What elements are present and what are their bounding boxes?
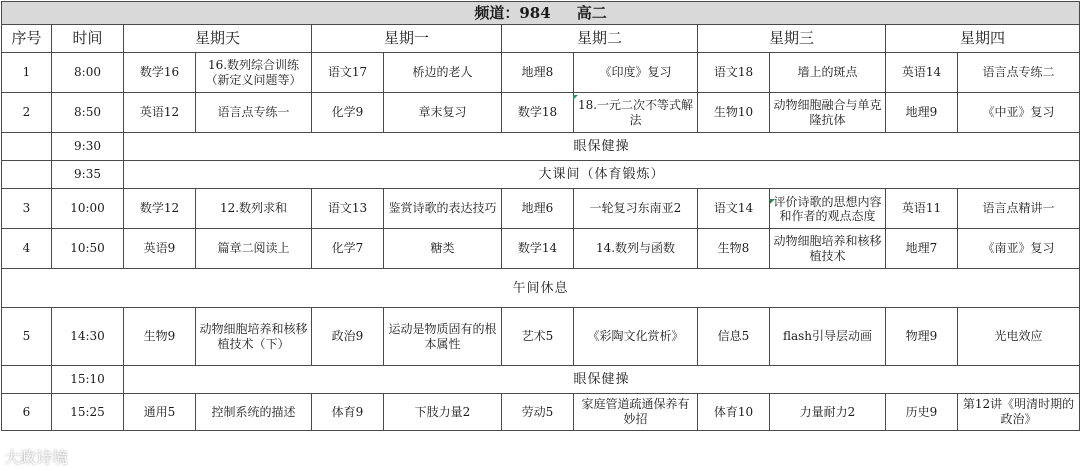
lesson-row	[2, 189, 1080, 229]
schedule-table	[1, 1, 1080, 431]
header-index: 序号	[2, 25, 52, 53]
header-tuesday: 星期二	[502, 25, 698, 53]
subject-cell: 历史9	[886, 394, 958, 431]
subject-cell: 化学7	[312, 229, 384, 269]
lesson-row	[2, 308, 1080, 366]
period-index: 1	[2, 53, 52, 93]
lesson-row	[2, 93, 1080, 133]
subject-cell: 数学14	[502, 229, 574, 269]
title-row	[2, 2, 1080, 25]
break-row	[2, 161, 1080, 189]
subject-cell: 艺术5	[502, 308, 574, 366]
topic-cell: 《印度》复习	[574, 53, 698, 93]
topic-cell: 下肢力量2	[384, 394, 502, 431]
subject-cell: 地理8	[502, 53, 574, 93]
subject-cell: 语文13	[312, 189, 384, 229]
topic-cell: 一轮复习东南亚2	[574, 189, 698, 229]
break-label: 眼保健操	[124, 133, 1080, 161]
topic-cell: 《彩陶文化赏析》	[574, 308, 698, 366]
period-time: 15:10	[52, 366, 124, 394]
topic-cell: 力量耐力2	[770, 394, 886, 431]
period-index: 2	[2, 93, 52, 133]
break-row	[2, 133, 1080, 161]
topic-cell: 鉴赏诗歌的表达技巧	[384, 189, 502, 229]
period-time: 15:25	[52, 394, 124, 431]
topic-cell: 动物细胞培养和核移植技术（下）	[196, 308, 312, 366]
topic-cell: 语言点专练二	[958, 53, 1080, 93]
subject-cell: 英语14	[886, 53, 958, 93]
topic-cell: flash引导层动画	[770, 308, 886, 366]
break-label: 眼保健操	[124, 366, 1080, 394]
subject-cell: 体育9	[312, 394, 384, 431]
subject-cell: 生物9	[124, 308, 196, 366]
subject-cell: 英语11	[886, 189, 958, 229]
topic-cell: 墙上的斑点	[770, 53, 886, 93]
topic-cell: 16.数列综合训练（新定义问题等）	[196, 53, 312, 93]
break-label: 大课间（体育锻炼）	[124, 161, 1080, 189]
subject-cell: 英语9	[124, 229, 196, 269]
topic-cell: 糖类	[384, 229, 502, 269]
lesson-row	[2, 229, 1080, 269]
period-time: 10:50	[52, 229, 124, 269]
topic-cell: 光电效应	[958, 308, 1080, 366]
channel-label: 频道：984	[474, 3, 551, 22]
topic-cell: 12.数列求和	[196, 189, 312, 229]
header-wednesday: 星期三	[698, 25, 886, 53]
topic-cell: 章末复习	[384, 93, 502, 133]
period-time: 8:50	[52, 93, 124, 133]
period-time: 14:30	[52, 308, 124, 366]
period-index	[2, 366, 52, 394]
period-index: 5	[2, 308, 52, 366]
topic-cell: 桥边的老人	[384, 53, 502, 93]
subject-cell: 地理9	[886, 93, 958, 133]
break-row	[2, 366, 1080, 394]
lesson-row	[2, 394, 1080, 431]
topic-cell: 语言点专练一	[196, 93, 312, 133]
subject-cell: 信息5	[698, 308, 770, 366]
topic-cell: 《南亚》复习	[958, 229, 1080, 269]
topic-cell: 动物细胞融合与单克隆抗体	[770, 93, 886, 133]
topic-cell: 运动是物质固有的根本属性	[384, 308, 502, 366]
subject-cell: 语文14	[698, 189, 770, 229]
subject-cell: 英语12	[124, 93, 196, 133]
subject-cell: 生物10	[698, 93, 770, 133]
subject-cell: 语文18	[698, 53, 770, 93]
topic-cell: 《中亚》复习	[958, 93, 1080, 133]
noon-break-row	[2, 269, 1080, 308]
header-sunday: 星期天	[124, 25, 312, 53]
subject-cell: 数学16	[124, 53, 196, 93]
subject-cell: 通用5	[124, 394, 196, 431]
subject-cell: 生物8	[698, 229, 770, 269]
topic-cell: 家庭管道疏通保养有妙招	[574, 394, 698, 431]
topic-cell: 评价诗歌的思想内容和作者的观点态度	[770, 189, 886, 229]
topic-cell: 动物细胞培养和核移植技术	[770, 229, 886, 269]
period-index: 3	[2, 189, 52, 229]
subject-cell: 物理9	[886, 308, 958, 366]
noon-break-label: 午间休息	[2, 269, 1080, 308]
topic-cell: 篇章二阅读上	[196, 229, 312, 269]
subject-cell: 语文17	[312, 53, 384, 93]
subject-cell: 化学9	[312, 93, 384, 133]
topic-cell: 14.数列与函数	[574, 229, 698, 269]
header-row	[2, 25, 1080, 53]
subject-cell: 劳动5	[502, 394, 574, 431]
comment-marker-icon	[573, 95, 578, 100]
header-monday: 星期一	[312, 25, 502, 53]
period-time: 8:00	[52, 53, 124, 93]
period-index	[2, 133, 52, 161]
period-time: 9:30	[52, 133, 124, 161]
grade-label: 高二	[576, 3, 607, 22]
lesson-row	[2, 53, 1080, 93]
subject-cell: 政治9	[312, 308, 384, 366]
period-index: 6	[2, 394, 52, 431]
period-index	[2, 161, 52, 189]
subject-cell: 地理6	[502, 189, 574, 229]
header-thursday: 星期四	[886, 25, 1080, 53]
subject-cell: 数学12	[124, 189, 196, 229]
period-time: 10:00	[52, 189, 124, 229]
subject-cell: 地理7	[886, 229, 958, 269]
period-index: 4	[2, 229, 52, 269]
period-time: 9:35	[52, 161, 124, 189]
header-time: 时间	[52, 25, 124, 53]
topic-cell: 第12讲《明清时期的政治》	[958, 394, 1080, 431]
topic-cell: 控制系统的描述	[196, 394, 312, 431]
schedule-body	[2, 2, 1080, 431]
subject-cell: 数学18	[502, 93, 574, 133]
subject-cell: 体育10	[698, 394, 770, 431]
topic-cell: 18.一元二次不等式解法	[574, 93, 698, 133]
channel-title	[2, 2, 1080, 25]
watermark: 大政诗境	[4, 448, 69, 467]
topic-cell: 语言点精讲一	[958, 189, 1080, 229]
comment-marker-icon	[770, 199, 775, 204]
